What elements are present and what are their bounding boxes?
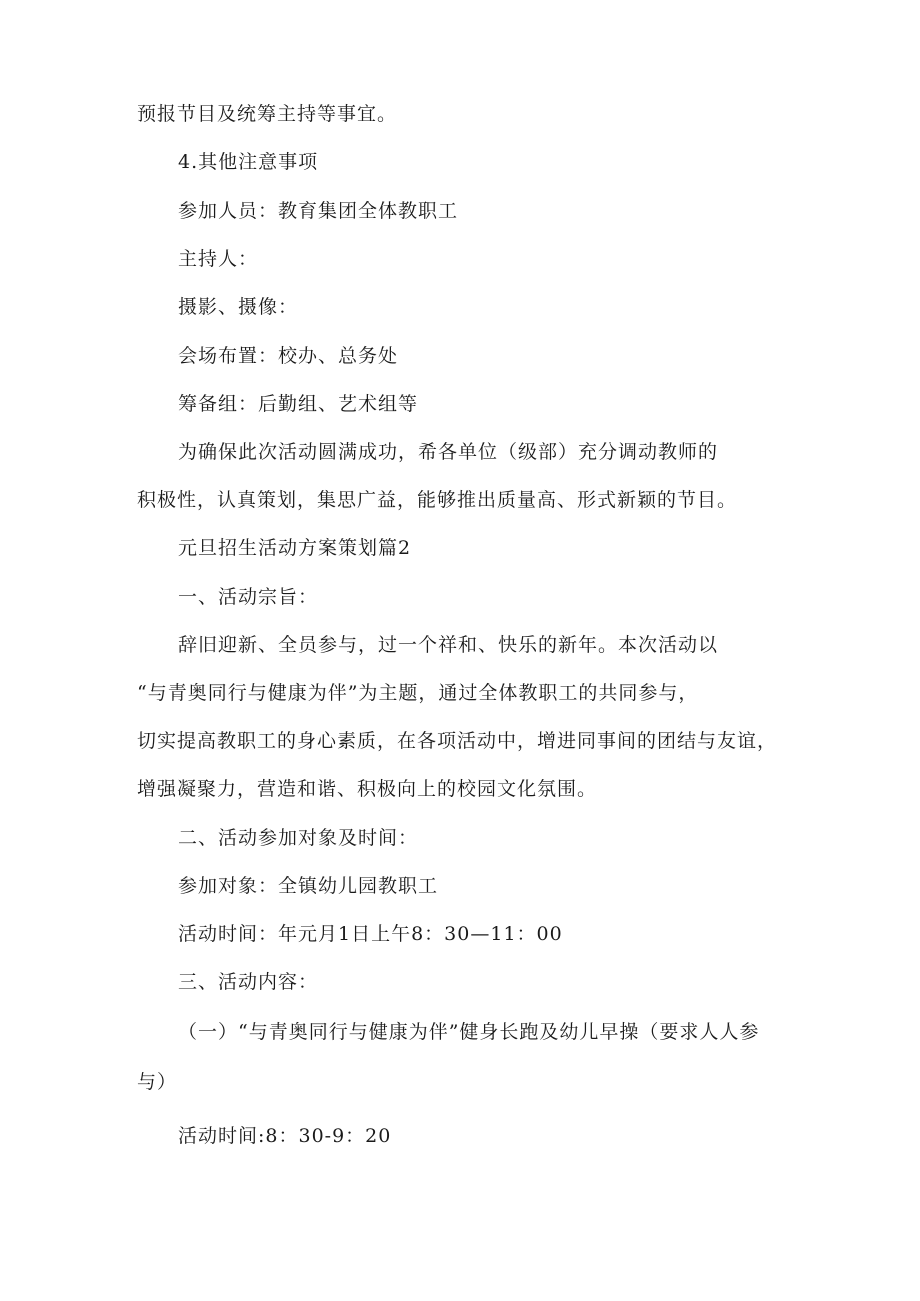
text-line-5: 摄影、摄像： (178, 296, 299, 318)
text-line-8: 为确保此次活动圆满成功，希各单位（级部）充分调动教师的 (178, 441, 719, 463)
text-line-17: 参加对象：全镇幼儿园教职工 (178, 875, 439, 897)
text-line-11: 一、活动宗旨： (178, 586, 319, 608)
text-line-2: 4.其他注意事项 (178, 151, 319, 173)
text-line-19: 三、活动内容： (178, 971, 319, 993)
text-line-21: 与） (137, 1071, 178, 1093)
text-line-14: 切实提高教职工的身心素质，在各项活动中，增进同事间的团结与友谊， (137, 730, 778, 752)
text-line-1: 预报节目及统筹主持等事宜。 (137, 103, 398, 125)
text-line-3: 参加人员：教育集团全体教职工 (178, 200, 459, 222)
text-line-13: “与青奥同行与健康为伴”为主题，通过全体教职工的共同参与， (137, 682, 699, 704)
text-line-10: 元旦招生活动方案策划篇2 (178, 537, 412, 559)
text-line-18: 活动时间：年元月1日上午8：30—11：00 (178, 923, 563, 945)
text-line-12: 辞旧迎新、全员参与，过一个祥和、快乐的新年。本次活动以 (178, 634, 719, 656)
text-line-15: 增强凝聚力，营造和谐、积极向上的校园文化氛围。 (137, 778, 598, 800)
text-line-7: 筹备组：后勤组、艺术组等 (178, 393, 419, 415)
text-line-4: 主持人： (178, 248, 259, 270)
text-line-20: （一）“与青奥同行与健康为伴”健身长跑及幼儿早操（要求人人参 (178, 1021, 760, 1043)
text-line-6: 会场布置：校办、总务处 (178, 345, 399, 367)
text-line-9: 积极性，认真策划，集思广益，能够推出质量高、形式新颖的节目。 (137, 489, 738, 511)
text-line-22: 活动时间:8：30-9：20 (178, 1125, 392, 1147)
text-line-16: 二、活动参加对象及时间： (178, 827, 419, 849)
